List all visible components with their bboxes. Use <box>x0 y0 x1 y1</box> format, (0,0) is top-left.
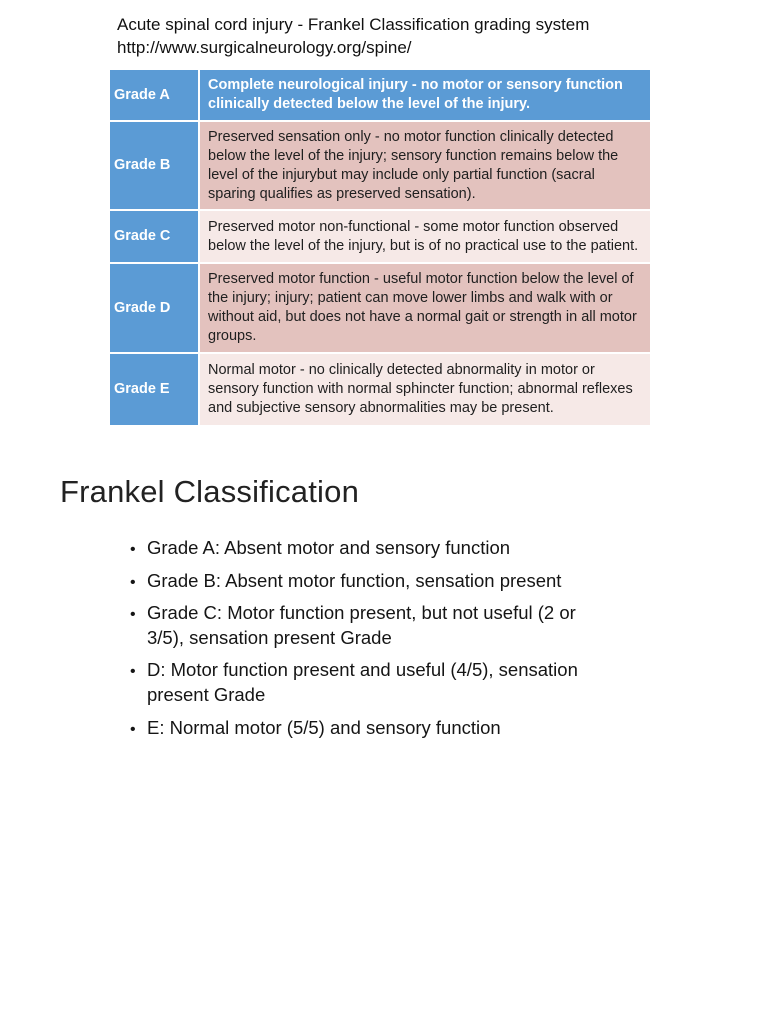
grade-label-cell: Grade B <box>110 120 200 209</box>
grade-label-cell: Grade E <box>110 352 200 425</box>
document-title: Acute spinal cord injury - Frankel Classification grading system <box>117 15 590 34</box>
bullet-icon <box>130 658 136 683</box>
table-row-grade-b <box>110 120 650 209</box>
bullet-icon <box>130 716 136 741</box>
bullet-list <box>130 536 598 748</box>
grade-description-cell: Preserved motor non-functional - some motor function observed below the level of the injury, but is of no practical use to the patient. <box>200 209 650 262</box>
list-item <box>130 536 598 561</box>
table-row-grade-d <box>110 262 650 351</box>
table-row-grade-e <box>110 352 650 425</box>
document-source-url: http://www.surgicalneurology.org/spine/ <box>117 37 412 57</box>
grade-description-cell: Preserved motor function - useful motor function below the level of the injury; injury; patient can move lower limbs and walk with or without aid, but does not have a normal gait or strength in all motor groups. <box>200 262 650 351</box>
list-item <box>130 601 598 650</box>
grade-description-cell: Normal motor - no clinically detected abnormality in motor or sensory function with normal sphincter function; abnormal reflexes and subjective sensory abnormalities may be present. <box>200 352 650 425</box>
list-item <box>130 569 598 594</box>
bullet-text: Grade B: Absent motor function, sensation present <box>147 569 562 591</box>
bullet-text: Grade A: Absent motor and sensory function <box>147 537 511 558</box>
bullet-icon <box>130 569 136 594</box>
list-item <box>130 716 598 741</box>
bullet-text: D: Motor function present and useful (4/5), sensation present Grade <box>147 659 578 705</box>
bullet-icon <box>130 601 136 626</box>
frankel-grade-table <box>110 70 650 425</box>
bullet-text: E: Normal motor (5/5) and sensory function <box>147 716 501 738</box>
bullet-icon <box>130 536 136 561</box>
grade-description-cell: Preserved sensation only - no motor function clinically detected below the level of the injury; sensory function remains below the level of the injurybut may include only partial function (sacral sparing qualifies as preserved sensation). <box>200 120 650 209</box>
grade-label-cell: Grade D <box>110 262 200 351</box>
grade-description-cell: Complete neurological injury - no motor or sensory function clinically detected below the level of the injury. <box>200 70 650 120</box>
table-row-grade-c <box>110 209 650 262</box>
bullet-text: Grade C: Motor function present, but not useful (2 or 3/5), sensation present Grade <box>147 602 576 648</box>
grade-label-cell: Grade A <box>110 70 200 120</box>
section-heading: Frankel Classification <box>60 474 360 509</box>
list-item <box>130 658 598 707</box>
document-header <box>117 14 677 60</box>
grade-label-cell: Grade C <box>110 209 200 262</box>
table-row-grade-a <box>110 70 650 120</box>
